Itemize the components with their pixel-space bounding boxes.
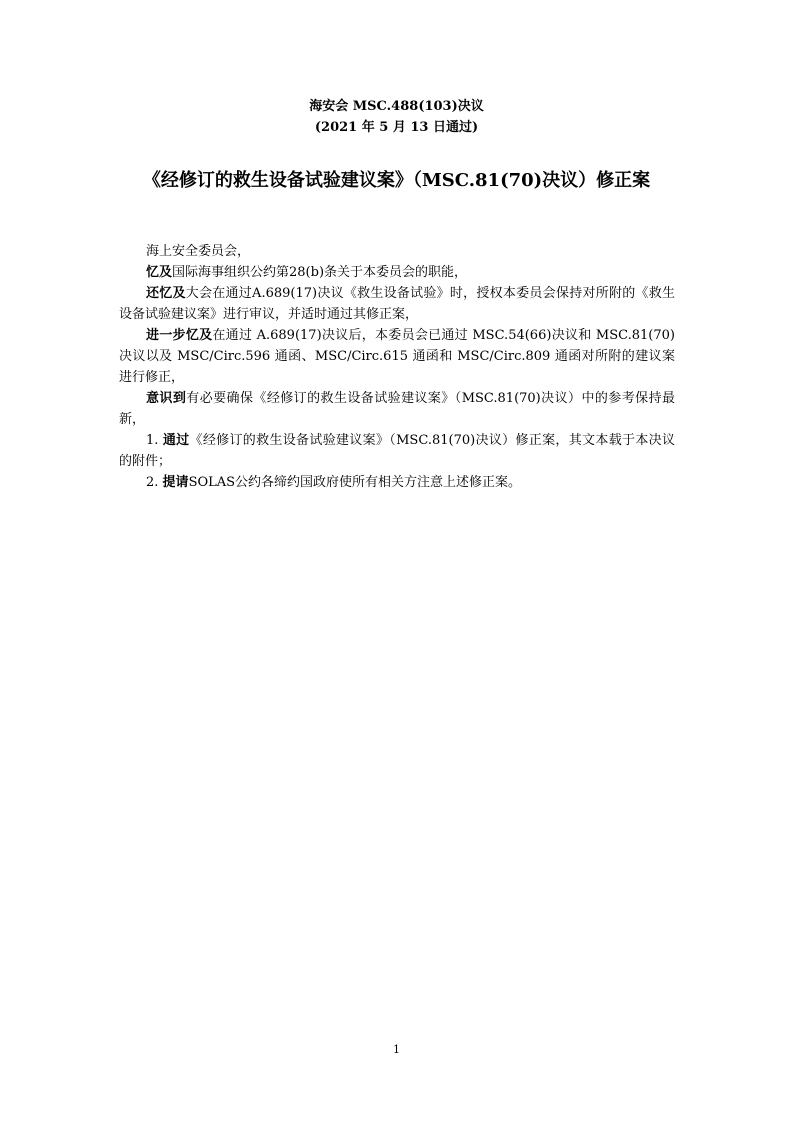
paragraph-recalling-further [119, 325, 675, 388]
paragraph-lead: 提请 [162, 475, 189, 490]
paragraph-adopts [119, 430, 675, 472]
paragraph-lead: 进一步忆及 [146, 328, 213, 343]
paragraph-text: 国际海事组织公约第28(b)条关于本委员会的职能， [172, 265, 468, 280]
adoption-date: (2021 年 5 月 13 日通过) [314, 120, 479, 135]
resolution-number: 海安会 MSC.488(103)决议 [309, 99, 484, 114]
page-number: 1 [393, 1043, 400, 1056]
paragraph-recalling [119, 262, 675, 283]
paragraph-lead: 还忆及 [146, 286, 186, 301]
paragraph-number: 2. [146, 475, 163, 490]
paragraph-text: 有必要确保《经修订的救生设备试验建议案》（MSC.81(70)决议）中的参考保持最新， [119, 391, 675, 427]
document-title: 《经修订的救生设备试验建议案》（MSC.81(70)决议）修正案 [142, 170, 651, 191]
paragraph-lead: 通过 [162, 433, 190, 448]
paragraph-text: 在通过 A.689(17)决议后，本委员会已通过 MSC.54(66)决议和 MSC.81(70)决议以及 MSC/Circ.596 通函、MSC/Circ.615 通函和 MSC/Circ.809 通函对所附的建议案进行修正， [119, 328, 675, 385]
paragraph-text: 《经修订的救生设备试验建议案》（MSC.81(70)决议）修正案，其文本载于本决议的附件； [119, 433, 675, 469]
document-body [119, 241, 675, 493]
paragraph-text: SOLAS公约各缔约国政府使所有相关方注意上述修正案。 [188, 475, 522, 490]
paragraph-invites [119, 472, 675, 493]
paragraph-lead: 意识到 [146, 391, 187, 406]
paragraph-number: 1. [146, 433, 163, 448]
paragraph-text: 海上安全委员会， [146, 244, 251, 259]
paragraph-committee [119, 241, 675, 262]
paragraph-recognizing [119, 388, 675, 430]
paragraph-text: 大会在通过A.689(17)决议《救生设备试验》时，授权本委员会保持对所附的《救生设备试验建议案》进行审议，并适时通过其修正案， [119, 286, 675, 322]
paragraph-recalling-also [119, 283, 675, 325]
paragraph-lead: 忆及 [146, 265, 173, 280]
